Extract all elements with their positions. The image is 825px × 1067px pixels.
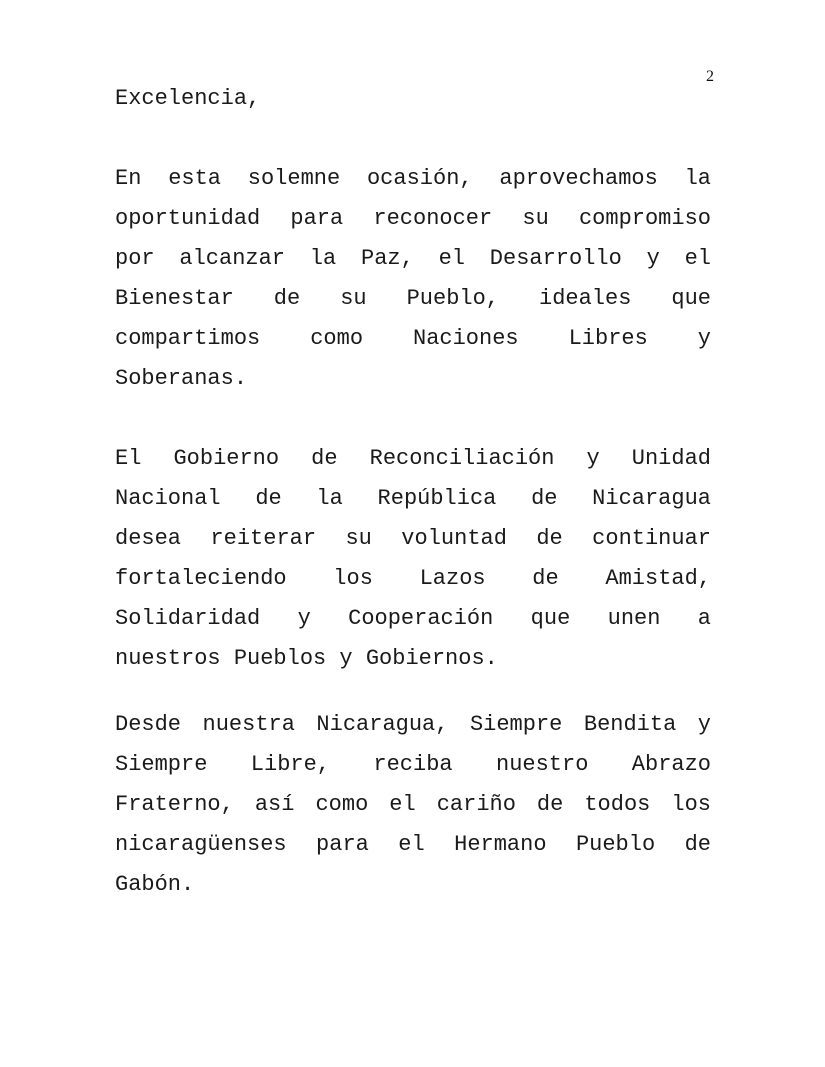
- paragraph-line: nicaragüenses para el Hermano Pueblo de: [115, 832, 711, 857]
- paragraph-line: Siempre Libre, reciba nuestro Abrazo: [115, 752, 711, 777]
- paragraph-line: Fraterno, así como el cariño de todos los: [115, 792, 711, 817]
- paragraph-line: oportunidad para reconocer su compromiso: [115, 206, 711, 231]
- paragraph-1: [115, 159, 711, 399]
- paragraph-line: compartimos como Naciones Libres y: [115, 326, 711, 351]
- paragraph-line: Bienestar de su Pueblo, ideales que: [115, 286, 711, 311]
- paragraph-line: fortaleciendo los Lazos de Amistad,: [115, 566, 711, 591]
- paragraph-line: desea reiterar su voluntad de continuar: [115, 526, 711, 551]
- paragraph-line: El Gobierno de Reconciliación y Unidad: [115, 446, 711, 471]
- page-number: 2: [706, 68, 714, 85]
- paragraph-line: Soberanas.: [115, 366, 248, 391]
- paragraph-2: [115, 439, 711, 679]
- paragraph-line: En esta solemne ocasión, aprovechamos la: [115, 166, 711, 191]
- paragraph-line: Gabón.: [115, 872, 195, 897]
- paragraph-line: nuestros Pueblos y Gobiernos.: [115, 646, 498, 671]
- paragraph-line: por alcanzar la Paz, el Desarrollo y el: [115, 246, 711, 271]
- paragraph-line: Solidaridad y Cooperación que unen a: [115, 606, 711, 631]
- salutation: [115, 79, 711, 119]
- paragraph-3: [115, 705, 711, 905]
- paragraph-line: Desde nuestra Nicaragua, Siempre Bendita y: [115, 712, 711, 737]
- salutation-line: Excelencia,: [115, 86, 261, 111]
- paragraph-line: Nacional de la República de Nicaragua: [115, 486, 711, 511]
